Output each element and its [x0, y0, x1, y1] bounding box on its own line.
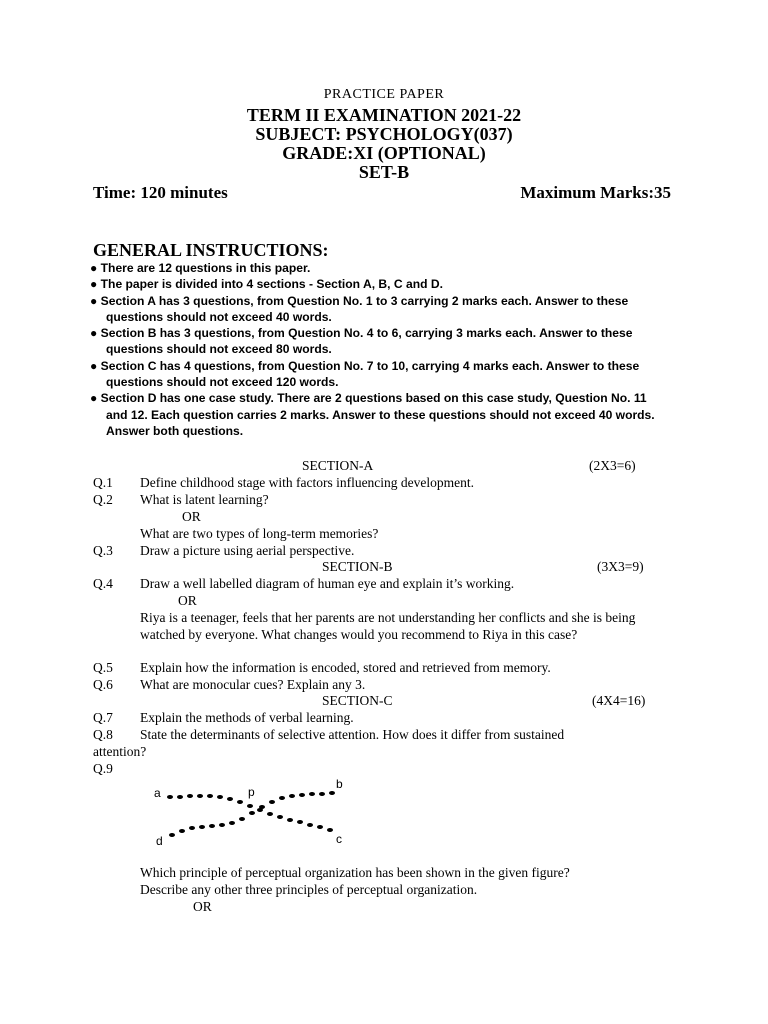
figure-dot — [237, 800, 243, 804]
figure-dot — [327, 828, 333, 832]
figure-dot — [289, 794, 295, 798]
figure-dot — [277, 815, 283, 819]
section-c-marks: (4X4=16) — [592, 693, 646, 708]
question-text: Explain how the information is encoded, stored and retrieved from memory. — [140, 660, 551, 675]
figure-dot — [239, 817, 245, 821]
figure-dot — [217, 795, 223, 799]
figure-dot — [259, 805, 265, 809]
or-separator: OR — [178, 593, 197, 608]
instruction-text: ● Section D has one case study. There are 2 questions based on this case study, Question No. 11 — [90, 391, 647, 406]
instruction-item — [90, 325, 680, 358]
figure-dot — [189, 826, 195, 830]
question-number: Q.8 — [93, 727, 113, 742]
general-instructions-title: GENERAL INSTRUCTIONS: — [93, 240, 329, 260]
figure-dot — [179, 829, 185, 833]
figure-dot — [329, 791, 335, 795]
figure-dot — [269, 800, 275, 804]
question-4-alternative: Riya is a teenager, feels that her parents are not understanding her conflicts and she is being watched by everyone. What changes would you recommend to Riya in this case? — [140, 610, 636, 642]
question-9-text: Which principle of perceptual organization has been shown in the given figure? — [140, 865, 570, 880]
subject-heading: SUBJECT: PSYCHOLOGY(037) — [255, 124, 513, 144]
figure-dot — [227, 797, 233, 801]
figure-dot — [309, 792, 315, 796]
question-2-alternative: What are two types of long-term memories? — [140, 526, 379, 541]
figure-label-a: a — [154, 786, 161, 800]
instruction-item — [90, 358, 680, 391]
instruction-continuation: questions should not exceed 40 words. — [106, 309, 332, 324]
figure-dot — [247, 804, 253, 808]
instruction-text: ● The paper is divided into 4 sections - Section A, B, C and D. — [90, 277, 443, 292]
figure-dot — [249, 811, 255, 815]
question-number: Q.3 — [93, 543, 113, 558]
exam-title: TERM II EXAMINATION 2021-22 — [246, 105, 522, 125]
question-text: What are monocular cues? Explain any 3. — [140, 677, 366, 692]
figure-label-p: p — [248, 785, 255, 799]
instruction-text: ● Section B has 3 questions, from Question No. 4 to 6, carrying 3 marks each. Answer to these — [90, 326, 633, 341]
question-8-continuation: attention? — [93, 744, 147, 759]
question-text: What is latent learning? — [140, 492, 269, 507]
question-text: Draw a well labelled diagram of human eye and explain it’s working. — [140, 576, 515, 591]
figure-dot — [167, 795, 173, 799]
figure-label-b: b — [336, 777, 343, 791]
figure-dot — [177, 795, 183, 799]
instruction-continuation: questions should not exceed 80 words. — [106, 342, 332, 357]
section-c-title: SECTION-C — [322, 693, 393, 708]
figure-dot — [279, 796, 285, 800]
instruction-text: ● Section A has 3 questions, from Question No. 1 to 3 carrying 2 marks each. Answer to these — [90, 293, 629, 308]
figure-dot — [287, 818, 293, 822]
figure-dot — [267, 812, 273, 816]
section-b-title: SECTION-B — [322, 559, 393, 574]
instruction-item — [90, 276, 680, 292]
grade-heading: GRADE:XI (OPTIONAL) — [282, 143, 486, 163]
figure-dot — [307, 823, 313, 827]
figure-dot — [299, 793, 305, 797]
section-a-marks: (2X3=6) — [589, 458, 636, 473]
figure-dot — [317, 825, 323, 829]
figure-dot — [187, 794, 193, 798]
figure-label-d: d — [156, 834, 163, 848]
figure-dot — [297, 820, 303, 824]
question-number: Q.7 — [93, 710, 113, 725]
figure-dot — [169, 833, 175, 837]
time-allowed: Time: 120 minutes — [93, 183, 228, 202]
figure-dot — [229, 821, 235, 825]
instruction-continuation: questions should not exceed 120 words. — [106, 375, 339, 390]
section-b-marks: (3X3=9) — [597, 559, 644, 574]
question-number: Q.9 — [93, 761, 113, 776]
or-separator: OR — [193, 899, 212, 914]
instruction-item — [90, 390, 680, 439]
figure-dot — [207, 794, 213, 798]
question-text: Define childhood stage with factors influencing development. — [140, 475, 475, 490]
question-number: Q.5 — [93, 660, 113, 675]
question-number: Q.2 — [93, 492, 113, 507]
instruction-item — [90, 260, 680, 276]
instruction-item — [90, 293, 680, 326]
question-text: State the determinants of selective attention. How does it differ from sustained — [140, 727, 565, 742]
instructions-list — [90, 260, 680, 439]
instruction-continuation: and 12. Each question carries 2 marks. Answer to these questions should not exceed 40 words. — [106, 407, 655, 422]
perceptual-continuity-figure — [148, 775, 358, 850]
figure-dot — [219, 823, 225, 827]
instruction-text: ● There are 12 questions in this paper. — [90, 261, 311, 275]
question-number: Q.6 — [93, 677, 113, 692]
set-heading: SET-B — [358, 162, 410, 182]
section-a-title: SECTION-A — [302, 458, 374, 473]
question-text: Draw a picture using aerial perspective. — [140, 543, 355, 558]
question-9-text-2: Describe any other three principles of perceptual organization. — [140, 882, 478, 897]
maximum-marks: Maximum Marks:35 — [520, 183, 671, 202]
figure-label-c: c — [336, 832, 342, 846]
practice-paper-heading: PRACTICE PAPER — [323, 87, 445, 102]
instruction-text: ● Section C has 4 questions, from Question No. 7 to 10, carrying 4 marks each. Answer to these — [90, 358, 640, 373]
figure-dot — [319, 792, 325, 796]
figure-dot — [209, 824, 215, 828]
figure-dot — [197, 794, 203, 798]
question-number: Q.4 — [93, 576, 113, 591]
instruction-continuation: Answer both questions. — [106, 423, 244, 438]
question-text: Explain the methods of verbal learning. — [140, 710, 354, 725]
or-separator: OR — [182, 509, 201, 524]
figure-dot — [199, 825, 205, 829]
question-number: Q.1 — [93, 475, 113, 490]
